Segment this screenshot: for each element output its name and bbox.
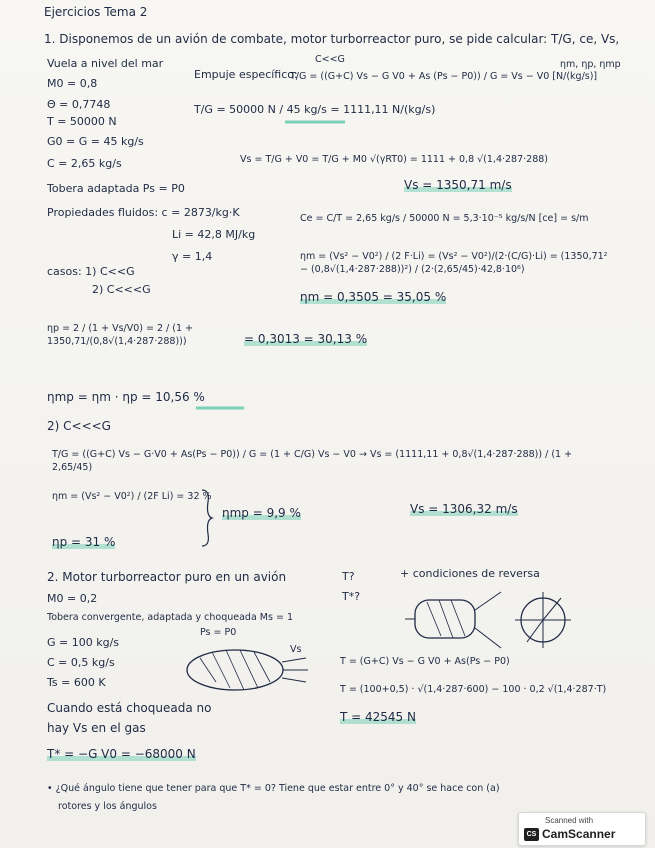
p2-question-t: T? bbox=[342, 570, 355, 583]
nozzle-vs-label: Vs bbox=[290, 644, 302, 655]
p2-choked-note-1: Cuando está choqueada no bbox=[47, 701, 212, 715]
case2-vs: Vs = 1306,32 m/s bbox=[410, 502, 518, 516]
p1-given-5: C = 2,65 kg/s bbox=[47, 157, 122, 170]
p2-given-2: Ps = P0 bbox=[200, 627, 237, 638]
p2-t-substitution: T = (100+0,5) · √(1,4·287·600) − 100 · 0,2 √(1,4·287·T) bbox=[340, 684, 607, 695]
p2-given-0: M0 = 0,2 bbox=[47, 592, 98, 605]
reverse-sketch bbox=[405, 582, 585, 662]
etap-result: = 0,3013 = 30,13 % bbox=[244, 332, 368, 346]
p1-given-4: G0 = G = 45 kg/s bbox=[47, 135, 144, 148]
p1-given-2: Θ = 0,7748 bbox=[47, 98, 111, 111]
etamp-result: ηmp = ηm · ηp = 10,56 % bbox=[47, 390, 205, 404]
p2-reverse-label: + condiciones de reversa bbox=[400, 567, 540, 580]
p1-given-10: casos: 1) C<<G bbox=[47, 265, 135, 278]
page-title: Ejercicios Tema 2 bbox=[44, 5, 148, 19]
p2-given-1: Tobera convergente, adaptada y choqueada Ms = 1 bbox=[47, 612, 293, 623]
p1-given-7: Propiedades fluidos: c = 2873/kg·K bbox=[47, 206, 240, 219]
p2-given-3: G = 100 kg/s bbox=[47, 636, 120, 649]
camscanner-logo-icon: CS bbox=[524, 828, 539, 841]
scanner-watermark bbox=[518, 812, 646, 846]
p2-statement: 2. Motor turborreactor puro en un avión bbox=[47, 570, 287, 584]
etam-result: ηm = 0,3505 = 35,05 % bbox=[300, 290, 447, 304]
p1-given-11: 2) C<<<G bbox=[92, 283, 151, 296]
vs-equation: Vs = T/G + V0 = T/G + M0 √(γRT0) = 1111 + 0,8 √(1,4·287·288) bbox=[240, 154, 549, 165]
p1-statement: 1. Disponemos de un avión de combate, motor turborreactor puro, se pide calcular: T/G, ce, Vs, bbox=[44, 32, 620, 46]
p2-question-tstar: T*? bbox=[342, 590, 361, 603]
p1-given-3: T = 50000 N bbox=[47, 115, 117, 128]
p1-given-8: Li = 42,8 MJ/kg bbox=[172, 228, 256, 241]
etap-equation: ηp = 2 / (1 + Vs/V0) = 2 / (1 + 1350,71/(0,8√(1,4·287·288))) bbox=[47, 323, 193, 347]
p2-question-2: rotores y los ángulos bbox=[58, 801, 157, 812]
p2-given-5: Ts = 600 K bbox=[47, 676, 106, 689]
p1-statement-tail: ηm, ηp, ηmp bbox=[560, 59, 621, 70]
case2-etap: ηp = 31 % bbox=[52, 535, 116, 549]
p2-tstar-result: T* = −G V0 = −68000 N bbox=[47, 747, 196, 761]
vs-result: Vs = 1350,71 m/s bbox=[404, 178, 512, 192]
p2-t-equation: T = (G+C) Vs − G V0 + As(Ps − P0) bbox=[340, 656, 510, 667]
case2-label: 2) C<<<G bbox=[47, 419, 111, 433]
tg-value: T/G = 50000 N / 45 kg/s = 1111,11 N/(kg/s) bbox=[194, 103, 436, 116]
p2-choked-note-2: hay Vs en el gas bbox=[47, 721, 146, 735]
empuje-equation: T/G = ((G+C) Vs − G V0 + As (Ps − P0)) / G = Vs − V0 [N/(kg/s)] bbox=[290, 71, 598, 82]
case2-brace bbox=[200, 488, 214, 548]
case2-etamp: ηmp = 9,9 % bbox=[222, 506, 301, 520]
scanner-line-1: Scanned with bbox=[545, 816, 594, 825]
p2-given-4: C = 0,5 kg/s bbox=[47, 656, 115, 669]
p1-given-0: Vuela a nivel del mar bbox=[47, 57, 164, 70]
etam-equation: ηm = (Vs² − V0²) / (2 F·Li) = (Vs² − V0²)/(2·(C/G)·Li) = (1350,71² − (0,8√(1,4·287·288))²) / (2·(2,65/45)·42,8·10⁶) bbox=[300, 251, 608, 275]
p2-question-1: • ¿Qué ángulo tiene que tener para que T* = 0? Tiene que estar entre 0° y 40° se hace con (a) bbox=[47, 783, 500, 794]
ce-equation: Ce = C/T = 2,65 kg/s / 50000 N = 5,3·10⁻⁵ kg/s/N [ce] = s/m bbox=[300, 213, 589, 224]
etamp-highlight bbox=[196, 406, 256, 410]
empuje-note: C<<G bbox=[315, 54, 345, 65]
scanner-line-2: CamScanner bbox=[542, 827, 616, 841]
tg-highlight bbox=[285, 120, 445, 124]
p2-t-result: T = 42545 N bbox=[340, 710, 416, 724]
p1-given-6: Tobera adaptada Ps = P0 bbox=[47, 182, 185, 195]
p1-given-1: M0 = 0,8 bbox=[47, 77, 98, 90]
case2-etam: ηm = (Vs² − V0²) / (2F Li) = 32 % bbox=[52, 491, 212, 502]
case2-equation: T/G = ((G+C) Vs − G·V0 + As(Ps − P0)) / G = (1 + C/G) Vs − V0 → Vs = (1111,11 + 0,8√(1,4·287·288)) / (1 + 2,65/45) bbox=[52, 449, 573, 473]
p1-given-9: γ = 1,4 bbox=[172, 250, 213, 263]
empuje-label: Empuje específico: bbox=[194, 68, 298, 81]
